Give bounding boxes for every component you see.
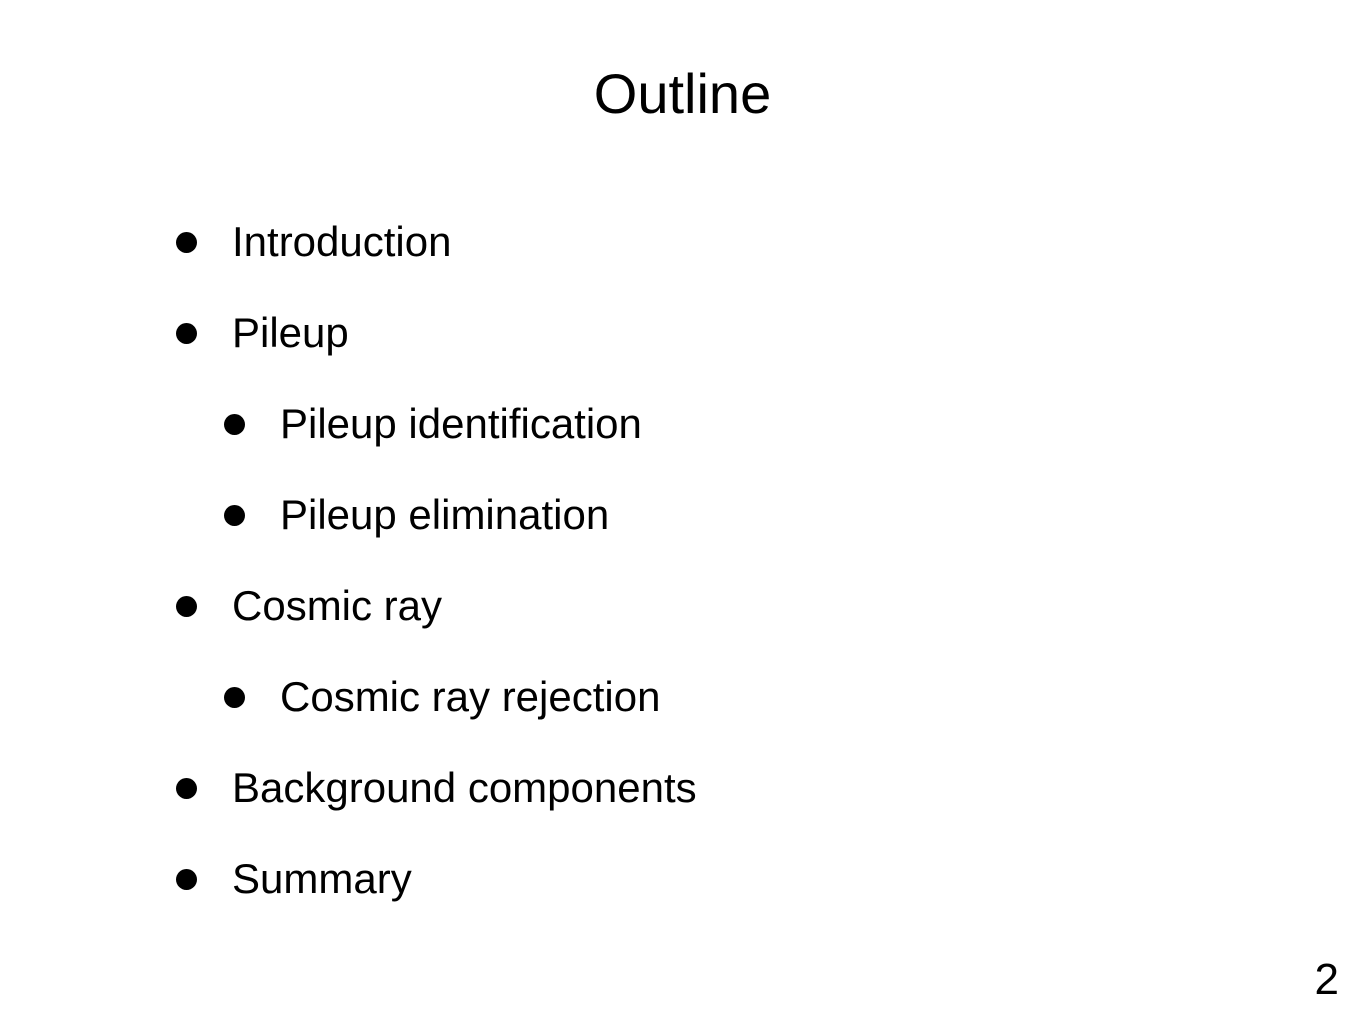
outline-item-cosmic-ray (176, 576, 442, 636)
outline-item-pileup-elimination (224, 485, 609, 545)
bullet-dot-icon (176, 778, 197, 799)
outline-item-introduction (176, 212, 451, 272)
outline-item-text: Cosmic ray rejection (280, 673, 661, 720)
slide-title: Outline (593, 62, 772, 125)
outline-item-text: Cosmic ray (232, 582, 443, 629)
bullet-dot-icon (224, 505, 245, 526)
bullet-dot-icon (176, 232, 197, 253)
outline-item-text: Pileup (232, 309, 349, 356)
outline-item-text: Introduction (232, 218, 452, 265)
outline-item-summary (176, 849, 412, 909)
bullet-dot-icon (176, 869, 197, 890)
outline-item-text: Pileup identification (280, 400, 642, 447)
bullet-dot-icon (176, 596, 197, 617)
page-number: 2 (1314, 955, 1339, 1004)
bullet-dot-icon (224, 414, 245, 435)
outline-item-pileup-identification (224, 394, 642, 454)
outline-item-cosmic-ray-rejection (224, 667, 660, 727)
outline-item-text: Pileup elimination (280, 491, 610, 538)
outline-item-pileup (176, 303, 349, 363)
bullet-dot-icon (224, 687, 245, 708)
outline-item-text: Background components (232, 764, 697, 811)
bullet-dot-icon (176, 323, 197, 344)
outline-item-background-components (176, 758, 697, 818)
outline-item-text: Summary (232, 855, 412, 902)
